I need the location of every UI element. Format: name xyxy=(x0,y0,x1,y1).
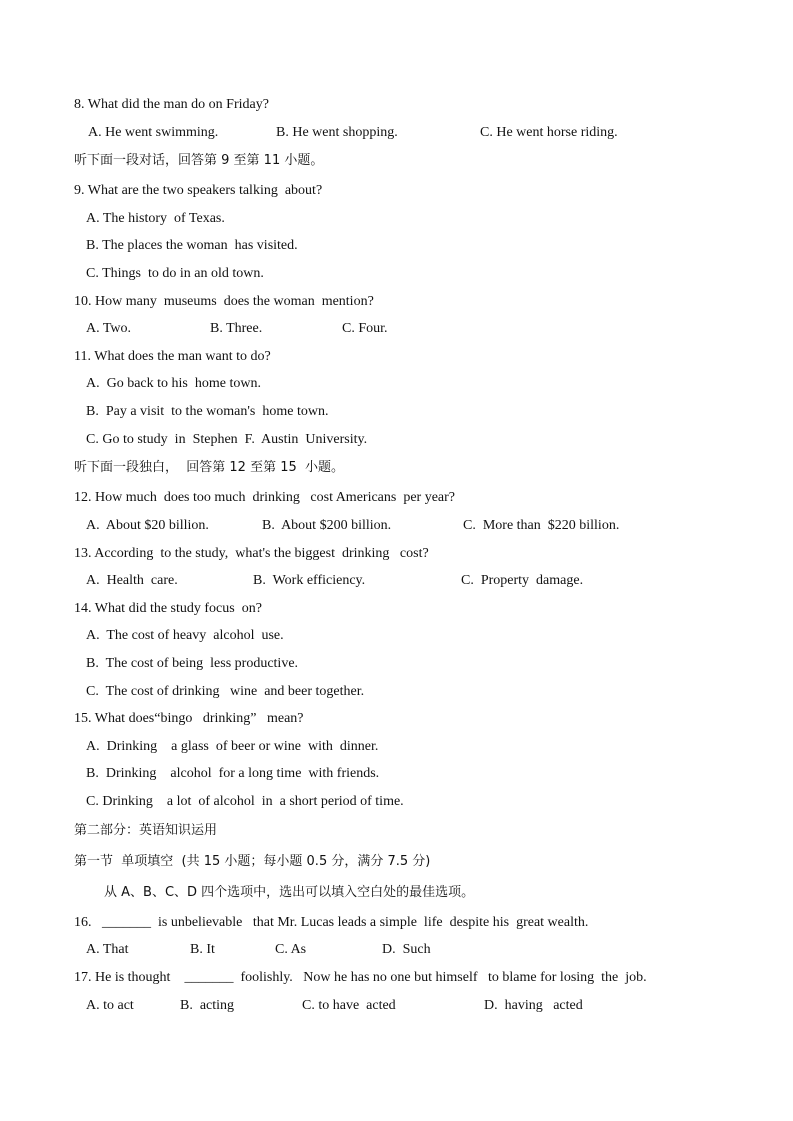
question-13-option-b: B. Work efficiency. xyxy=(253,573,366,588)
part-two-title: 第二部分：英语知识运用 xyxy=(74,823,218,838)
question-13-option-a: A. Health care. xyxy=(86,573,178,588)
question-15-stem: 15. What does“bingo drinking” mean? xyxy=(74,711,304,726)
question-14-option-a: A. The cost of heavy alcohol use. xyxy=(86,628,284,643)
question-17-option-b: B. acting xyxy=(180,998,235,1013)
question-11-stem: 11. What does the man want to do? xyxy=(74,349,271,364)
instruction-text: 从 A、B、C、D 四个选项中，选出可以填入空白处的最佳选项。 xyxy=(104,885,475,900)
question-10-option-b: B. Three. xyxy=(210,321,263,336)
question-10-stem: 10. How many museums does the woman mention? xyxy=(74,294,374,309)
question-13-stem: 13. According to the study, what's the biggest drinking cost? xyxy=(74,546,429,561)
question-15-option-b: B. Drinking alcohol for a long time with friends. xyxy=(86,766,380,781)
question-16-option-b: B. It xyxy=(190,942,215,957)
question-8-option-a: A. He went swimming. xyxy=(88,125,219,140)
question-9-option-c: C. Things to do in an old town. xyxy=(86,266,264,281)
question-11-option-a: A. Go back to his home town. xyxy=(86,376,261,391)
question-8-option-b: B. He went shopping. xyxy=(276,125,398,140)
question-15-option-a: A. Drinking a glass of beer or wine with dinner. xyxy=(86,739,379,754)
question-9-option-a: A. The history of Texas. xyxy=(86,211,225,226)
section-one-title: 第一节 单项填空 (共 15 小题；每小题 0.5 分，满分 7.5 分) xyxy=(74,854,431,869)
question-10-option-a: A. Two. xyxy=(86,321,132,336)
question-9-stem: 9. What are the two speakers talking about? xyxy=(74,183,323,198)
question-14-option-b: B. The cost of being less productive. xyxy=(86,656,299,671)
question-8-option-c: C. He went horse riding. xyxy=(480,125,618,140)
question-16-option-d: D. Such xyxy=(382,942,431,957)
question-14-option-c: C. The cost of drinking wine and beer together. xyxy=(86,684,365,699)
question-11-option-c: C. Go to study in Stephen F. Austin University. xyxy=(86,432,368,447)
question-14-stem: 14. What did the study focus on? xyxy=(74,601,262,616)
question-10-option-c: C. Four. xyxy=(342,321,388,336)
question-16-option-a: A. That xyxy=(86,942,129,957)
question-13-option-c: C. Property damage. xyxy=(461,573,584,588)
question-17-stem: 17. He is thought _______ foolishly. Now he has no one but himself to blame for losing the job. xyxy=(74,970,647,985)
question-12-stem: 12. How much does too much drinking cost Americans per year? xyxy=(74,490,456,505)
section-heading-12-15: 听下面一段独白， 回答第 12 至第 15 小题。 xyxy=(74,460,345,475)
question-11-option-b: B. Pay a visit to the woman's home town. xyxy=(86,404,329,419)
question-17-option-a: A. to act xyxy=(86,998,134,1013)
question-8-stem: 8. What did the man do on Friday? xyxy=(74,97,269,112)
question-12-option-b: B. About $200 billion. xyxy=(262,518,392,533)
question-12-option-c: C. More than $220 billion. xyxy=(463,518,620,533)
question-16-stem: 16. _______ is unbelievable that Mr. Lucas leads a simple life despite his great wealth. xyxy=(74,915,589,930)
question-12-option-a: A. About $20 billion. xyxy=(86,518,209,533)
section-heading-9-11: 听下面一段对话，回答第 9 至第 11 小题。 xyxy=(74,153,324,168)
question-17-option-d: D. having acted xyxy=(484,998,583,1013)
question-15-option-c: C. Drinking a lot of alcohol in a short period of time. xyxy=(86,794,404,809)
question-9-option-b: B. The places the woman has visited. xyxy=(86,238,298,253)
question-17-option-c: C. to have acted xyxy=(302,998,396,1013)
question-16-option-c: C. As xyxy=(275,942,307,957)
